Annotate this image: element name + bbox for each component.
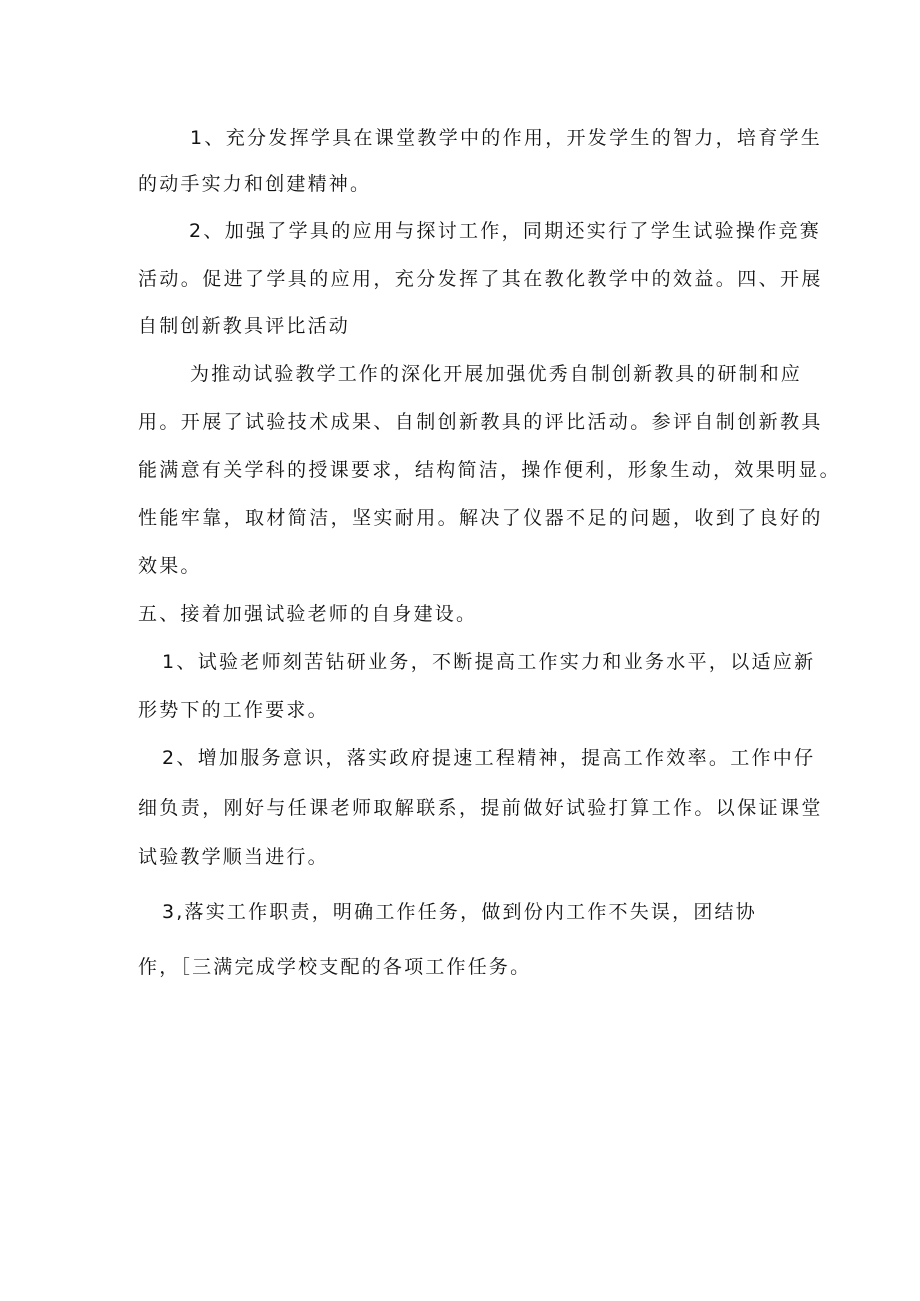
paragraph-line: 2、增加服务意识，落实政府提速工程精神，提高工作效率。工作中仔: [162, 747, 816, 769]
paragraph-line: 作，［三满完成学校支配的各项工作任务。: [138, 956, 532, 978]
section-heading: 五、接着加强试验老师的自身建设。: [138, 603, 478, 625]
paragraph-line: 用。开展了试验技术成果、自制创新教具的评比活动。参评自制创新教具: [138, 411, 823, 433]
paragraph-line: 自制创新教具评比活动: [138, 315, 351, 337]
paragraph-line: 为推动试验教学工作的深化开展加强优秀自制创新教具的研制和应: [190, 363, 802, 385]
paragraph-line: 细负责，刚好与任课老师取解联系，提前做好试验打算工作。以保证课堂: [138, 797, 823, 819]
paragraph-line: 的动手实力和创建精神。: [138, 173, 372, 195]
paragraph-line: 效果。: [138, 555, 202, 577]
paragraph-line: 2、加强了学具的应用与探讨工作，同期还实行了学生试验操作竞赛: [189, 220, 822, 242]
paragraph-line: 3,落实工作职责，明确工作任务，做到份内工作不失误，团结协: [162, 901, 757, 923]
paragraph-line: 活动。促进了学具的应用，充分发挥了其在教化教学中的效益。四、开展: [138, 268, 823, 290]
paragraph-line: 性能牢靠，取材简洁，坚实耐用。解决了仪器不足的问题，收到了良好的: [138, 507, 823, 529]
paragraph-line: 1、充分发挥学具在课堂教学中的作用，开发学生的智力，培育学生: [190, 127, 823, 149]
paragraph-line: 试验教学顺当进行。: [138, 846, 329, 868]
paragraph-line: 形势下的工作要求。: [138, 699, 329, 721]
paragraph-line: 能满意有关学科的授课要求，结构简洁，操作便利，形象生动，效果明显。: [138, 459, 841, 481]
paragraph-line: 1、试验老师刻苦钻研业务，不断提高工作实力和业务水平，以适应新: [162, 651, 816, 673]
